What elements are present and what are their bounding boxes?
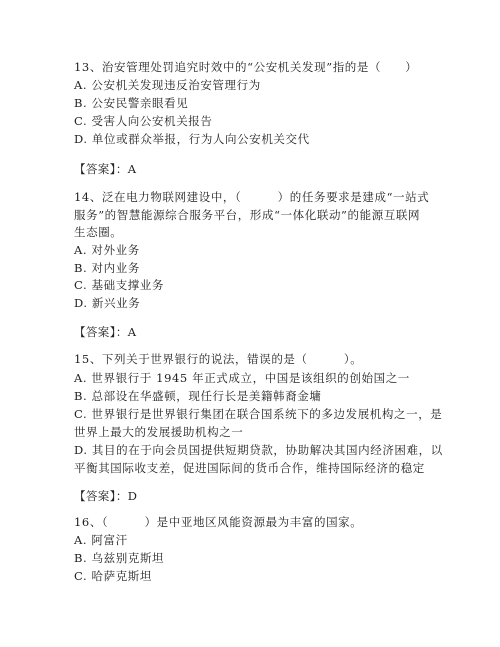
question-15-option-d-cont: 平衡其国际收支差，促进国际间的货币合作，维持国际经济的稳定 [74,461,425,475]
question-14-title-line-3: 生态圈。 [74,225,123,239]
question-16-option-c: C. 哈萨克斯坦 [74,569,152,583]
question-13-option-b: B. 公安民警亲眼看见 [74,96,189,110]
question-15-title: 15、下列关于世界银行的说法，错误的是（ ）。 [74,352,363,366]
question-15-option-a: A. 世界银行于 1945 年正式成立，中国是该组织的创始国之一 [74,371,410,385]
question-16-option-b: B. 乌兹别克斯坦 [74,551,165,565]
question-15-option-c-cont: 世界上最大的发展援助机构之一 [74,425,244,439]
question-14-option-a: A. 对外业务 [74,243,140,257]
question-14-option-d: D. 新兴业务 [74,296,141,310]
question-16-option-a: A. 阿富汗 [74,533,128,547]
question-15-answer: 【答案】：D [74,489,138,503]
question-13-option-a: A. 公安机关发现违反治安管理行为 [74,78,261,92]
question-15-option-b: B. 总部设在华盛顿，现任行长是美籍韩裔金墉 [74,389,322,403]
question-14-option-b: B. 对内业务 [74,261,140,275]
question-14-title: 14、泛在电力物联网建设中，（ ）的任务要求是建成“一站式 [74,190,430,204]
question-14-answer: 【答案】：A [74,325,137,339]
question-13-title: 13、治安管理处罚追究时效中的“公安机关发现”指的是（ ） [74,60,418,74]
question-13-answer: 【答案】：A [74,162,137,176]
question-13-option-c: C. 受害人向公安机关报告 [74,114,213,128]
question-15-option-d: D. 其目的在于向会员国提供短期贷款，协助解决其国内经济困难，以 [74,443,443,457]
question-15-option-c: C. 世界银行是世界银行集团在联合国系统下的多边发展机构之一，是 [74,407,443,421]
question-16-title: 16、（ ）是中亚地区风能资源最为丰富的国家。 [74,515,363,529]
question-14-option-c: C. 基础支撑业务 [74,278,165,292]
question-13-option-d: D. 单位或群众举报，行为人向公安机关交代 [74,132,310,146]
question-14-title-line-2: 服务”的智慧能源综合服务平台，形成“一体化联动”的能源互联网 [74,208,421,222]
